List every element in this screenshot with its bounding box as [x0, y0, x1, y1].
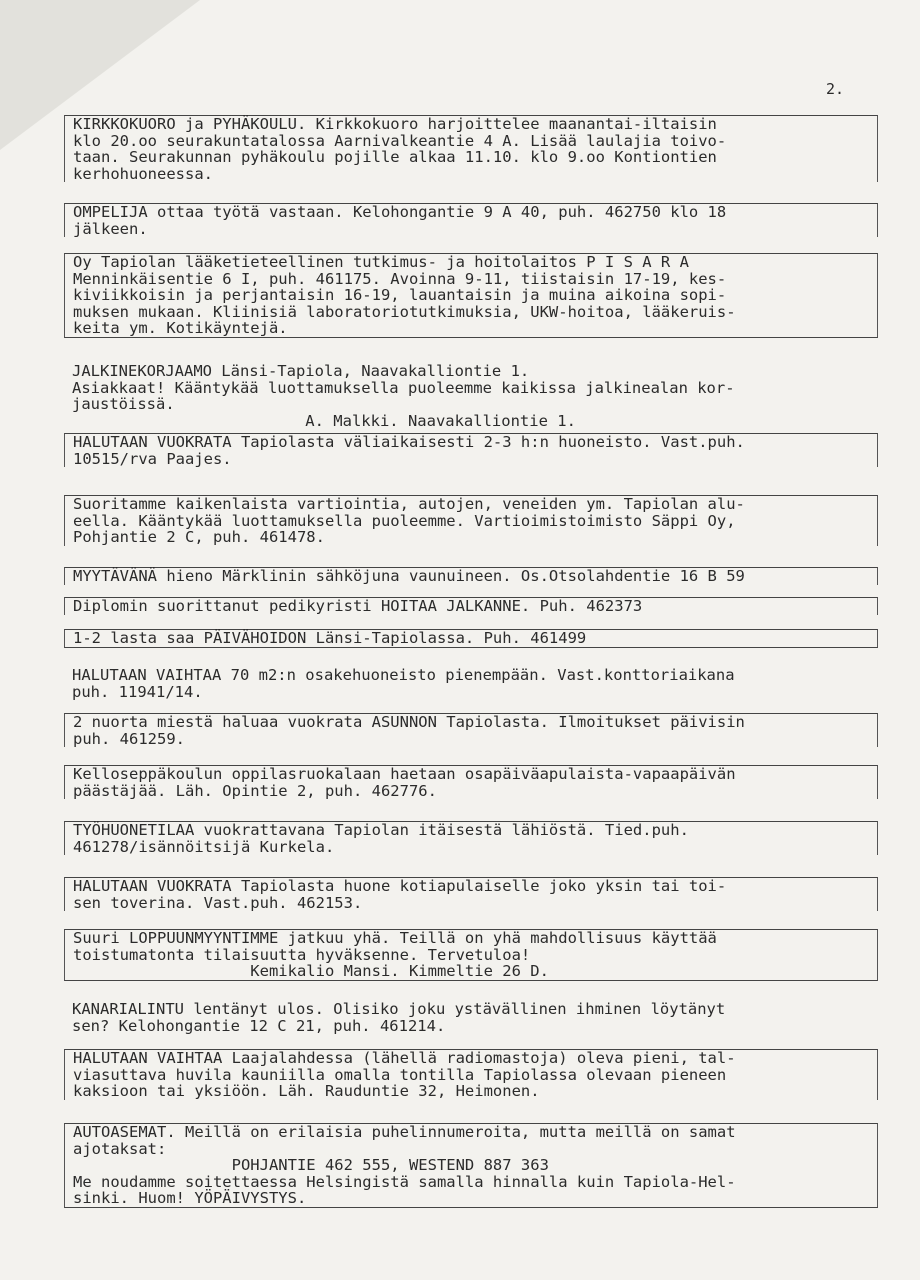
ad-line: ajotaksat:	[73, 1139, 167, 1158]
ad-line: päästäjää. Läh. Opintie 2, puh. 462776.	[73, 781, 437, 800]
ad-line: HALUTAAN VUOKRATA Tapiolasta väliaikaisesti 2-3 h:n huoneisto. Vast.puh.	[73, 433, 745, 451]
ad-line: 461278/isännöitsijä Kurkela.	[73, 837, 335, 856]
ad-line: A. Malkki. Naavakalliontie 1.	[72, 411, 576, 430]
ad-ompelija	[64, 203, 878, 237]
ad-line: HALUTAAN VAIHTAA Laajalahdessa (lähellä radiomastoja) oleva pieni, tal-	[73, 1049, 736, 1067]
ad-line: Kelloseppäkoulun oppilasruokalaan haetaan osapäiväapulaista-vapaapäivän	[73, 765, 736, 783]
ad-tyohuonetilaa	[64, 821, 878, 855]
ad-autoasemat	[64, 1123, 878, 1208]
ad-line: OMPELIJA ottaa työtä vastaan. Kelohongantie 9 A 40, puh. 462750 klo 18	[73, 203, 727, 221]
ad-line: Me noudamme soitettaessa Helsingistä samalla hinnalla kuin Tapiola-Hel-	[73, 1172, 736, 1191]
ad-line: klo 20.oo seurakuntatalossa Aarnivalkeantie 4 A. Lisää laulajia toivo-	[73, 131, 727, 150]
ad-line: sinki. Huom! YÖPÄIVYSTYS.	[73, 1189, 307, 1208]
ad-line: viasuttava huvila kauniilla omalla tontilla Tapiolassa olevaan pieneen	[73, 1065, 727, 1084]
ad-line: Suoritamme kaikenlaista vartiointia, autojen, veneiden ym. Tapiolan alu-	[73, 495, 745, 513]
ad-line: kaksioon tai yksiöön. Läh. Rauduntie 32, Heimonen.	[73, 1082, 540, 1101]
ad-line: 1-2 lasta saa PÄIVÄHOIDON Länsi-Tapiolassa. Puh. 461499	[73, 629, 587, 647]
ad-line: toistumatonta tilaisuutta hyväksenne. Tervetuloa!	[73, 945, 531, 964]
ad-kanarialintu	[64, 1001, 878, 1034]
ad-line: Pohjantie 2 C, puh. 461478.	[73, 528, 325, 547]
ad-line: puh. 11941/14.	[72, 682, 203, 701]
ad-line: puh. 461259.	[73, 729, 185, 748]
ad-line: JALKINEKORJAAMO Länsi-Tapiola, Naavakalliontie 1.	[72, 362, 530, 380]
ad-myytavana	[64, 567, 878, 585]
ad-line: AUTOASEMAT. Meillä on erilaisia puhelinnumeroita, mutta meillä on samat	[73, 1123, 736, 1141]
ad-line: 2 nuorta miestä haluaa vuokrata ASUNNON Tapiolasta. Ilmoitukset päivisin	[73, 713, 745, 731]
ad-kirkkokuoro	[64, 115, 878, 182]
ad-line: Menninkäisentie 6 I, puh. 461175. Avoinna 9-11, tiistaisin 17-19, kes-	[73, 269, 727, 288]
ad-line: taan. Seurakunnan pyhäkoulu pojille alkaa 11.10. klo 9.oo Kontiontien	[73, 148, 717, 167]
ad-line: MYYTÄVÄNÄ hieno Märklinin sähköjuna vaunuineen. Os.Otsolahdentie 16 B 59	[73, 567, 745, 585]
ad-line: Oy Tapiolan lääketieteellinen tutkimus- ja hoitolaitos P I S A R A	[73, 253, 689, 271]
ad-line: eella. Kääntykää luottamuksella puoleemme. Vartioimistoimisto Säppi Oy,	[73, 511, 736, 530]
ad-line: HALUTAAN VUOKRATA Tapiolasta huone kotiapulaiselle joko yksin tai toi-	[73, 877, 727, 895]
ad-line: sen? Kelohongantie 12 C 21, puh. 461214.	[72, 1016, 446, 1035]
ad-jalkinekorjaamo	[64, 363, 878, 429]
ad-pisara	[64, 253, 878, 338]
ad-line: kiviikkoisin ja perjantaisin 16-19, lauantaisin ja muina aikoina sopi-	[73, 286, 727, 305]
ad-line: TYÖHUONETILAA vuokrattavana Tapiolan itäisestä lähiöstä. Tied.puh.	[73, 821, 689, 839]
ad-line: 10515/rva Paajes.	[73, 449, 232, 468]
ad-loppuunmyynti	[64, 929, 878, 981]
ad-line: jälkeen.	[73, 219, 148, 238]
page-number: 2.	[826, 80, 845, 98]
ad-line: HALUTAAN VAIHTAA 70 m2:n osakehuoneisto pienempään. Vast.konttoriaikana	[72, 666, 735, 684]
ad-halutaan-vaihtaa	[64, 667, 878, 700]
ad-line: Kemikalio Mansi. Kimmeltie 26 D.	[73, 962, 549, 981]
ad-halutaan-vaihtaa-huvila	[64, 1049, 878, 1100]
ad-line: jaustöissä.	[72, 395, 175, 414]
ad-paivahoito	[64, 629, 878, 648]
ad-line: sen toverina. Vast.puh. 462153.	[73, 893, 363, 912]
ad-line: KANARIALINTU lentänyt ulos. Olisiko joku ystävällinen ihminen löytänyt	[72, 1000, 726, 1018]
ad-halutaan-vuokrata-huone	[64, 877, 878, 911]
ad-halutaan-vuokrata	[64, 433, 878, 467]
ad-line: keita ym. Kotikäyntejä.	[73, 319, 288, 338]
ad-asunto	[64, 713, 878, 747]
ad-line: KIRKKOKUORO ja PYHÄKOULU. Kirkkokuoro harjoittelee maanantai-iltaisin	[73, 115, 717, 133]
ad-kelloseppakoulu	[64, 765, 878, 799]
ad-vartiointi	[64, 495, 878, 546]
ad-line: Asiakkaat! Kääntykää luottamuksella puoleemme kaikissa jalkinealan kor-	[72, 378, 735, 397]
ad-line: muksen mukaan. Kliinisiä laboratoriotutkimuksia, UKW-hoitoa, lääkeruis-	[73, 302, 736, 321]
ad-line: Suuri LOPPUUNMYYNTIMME jatkuu yhä. Teillä on yhä mahdollisuus käyttää	[73, 929, 717, 947]
ad-line: kerhohuoneessa.	[73, 164, 213, 183]
ad-line: POHJANTIE 462 555, WESTEND 887 363	[73, 1156, 549, 1175]
ad-pedikyristi	[64, 597, 878, 615]
ad-line: Diplomin suorittanut pedikyristi HOITAA JALKANNE. Puh. 462373	[73, 597, 643, 615]
